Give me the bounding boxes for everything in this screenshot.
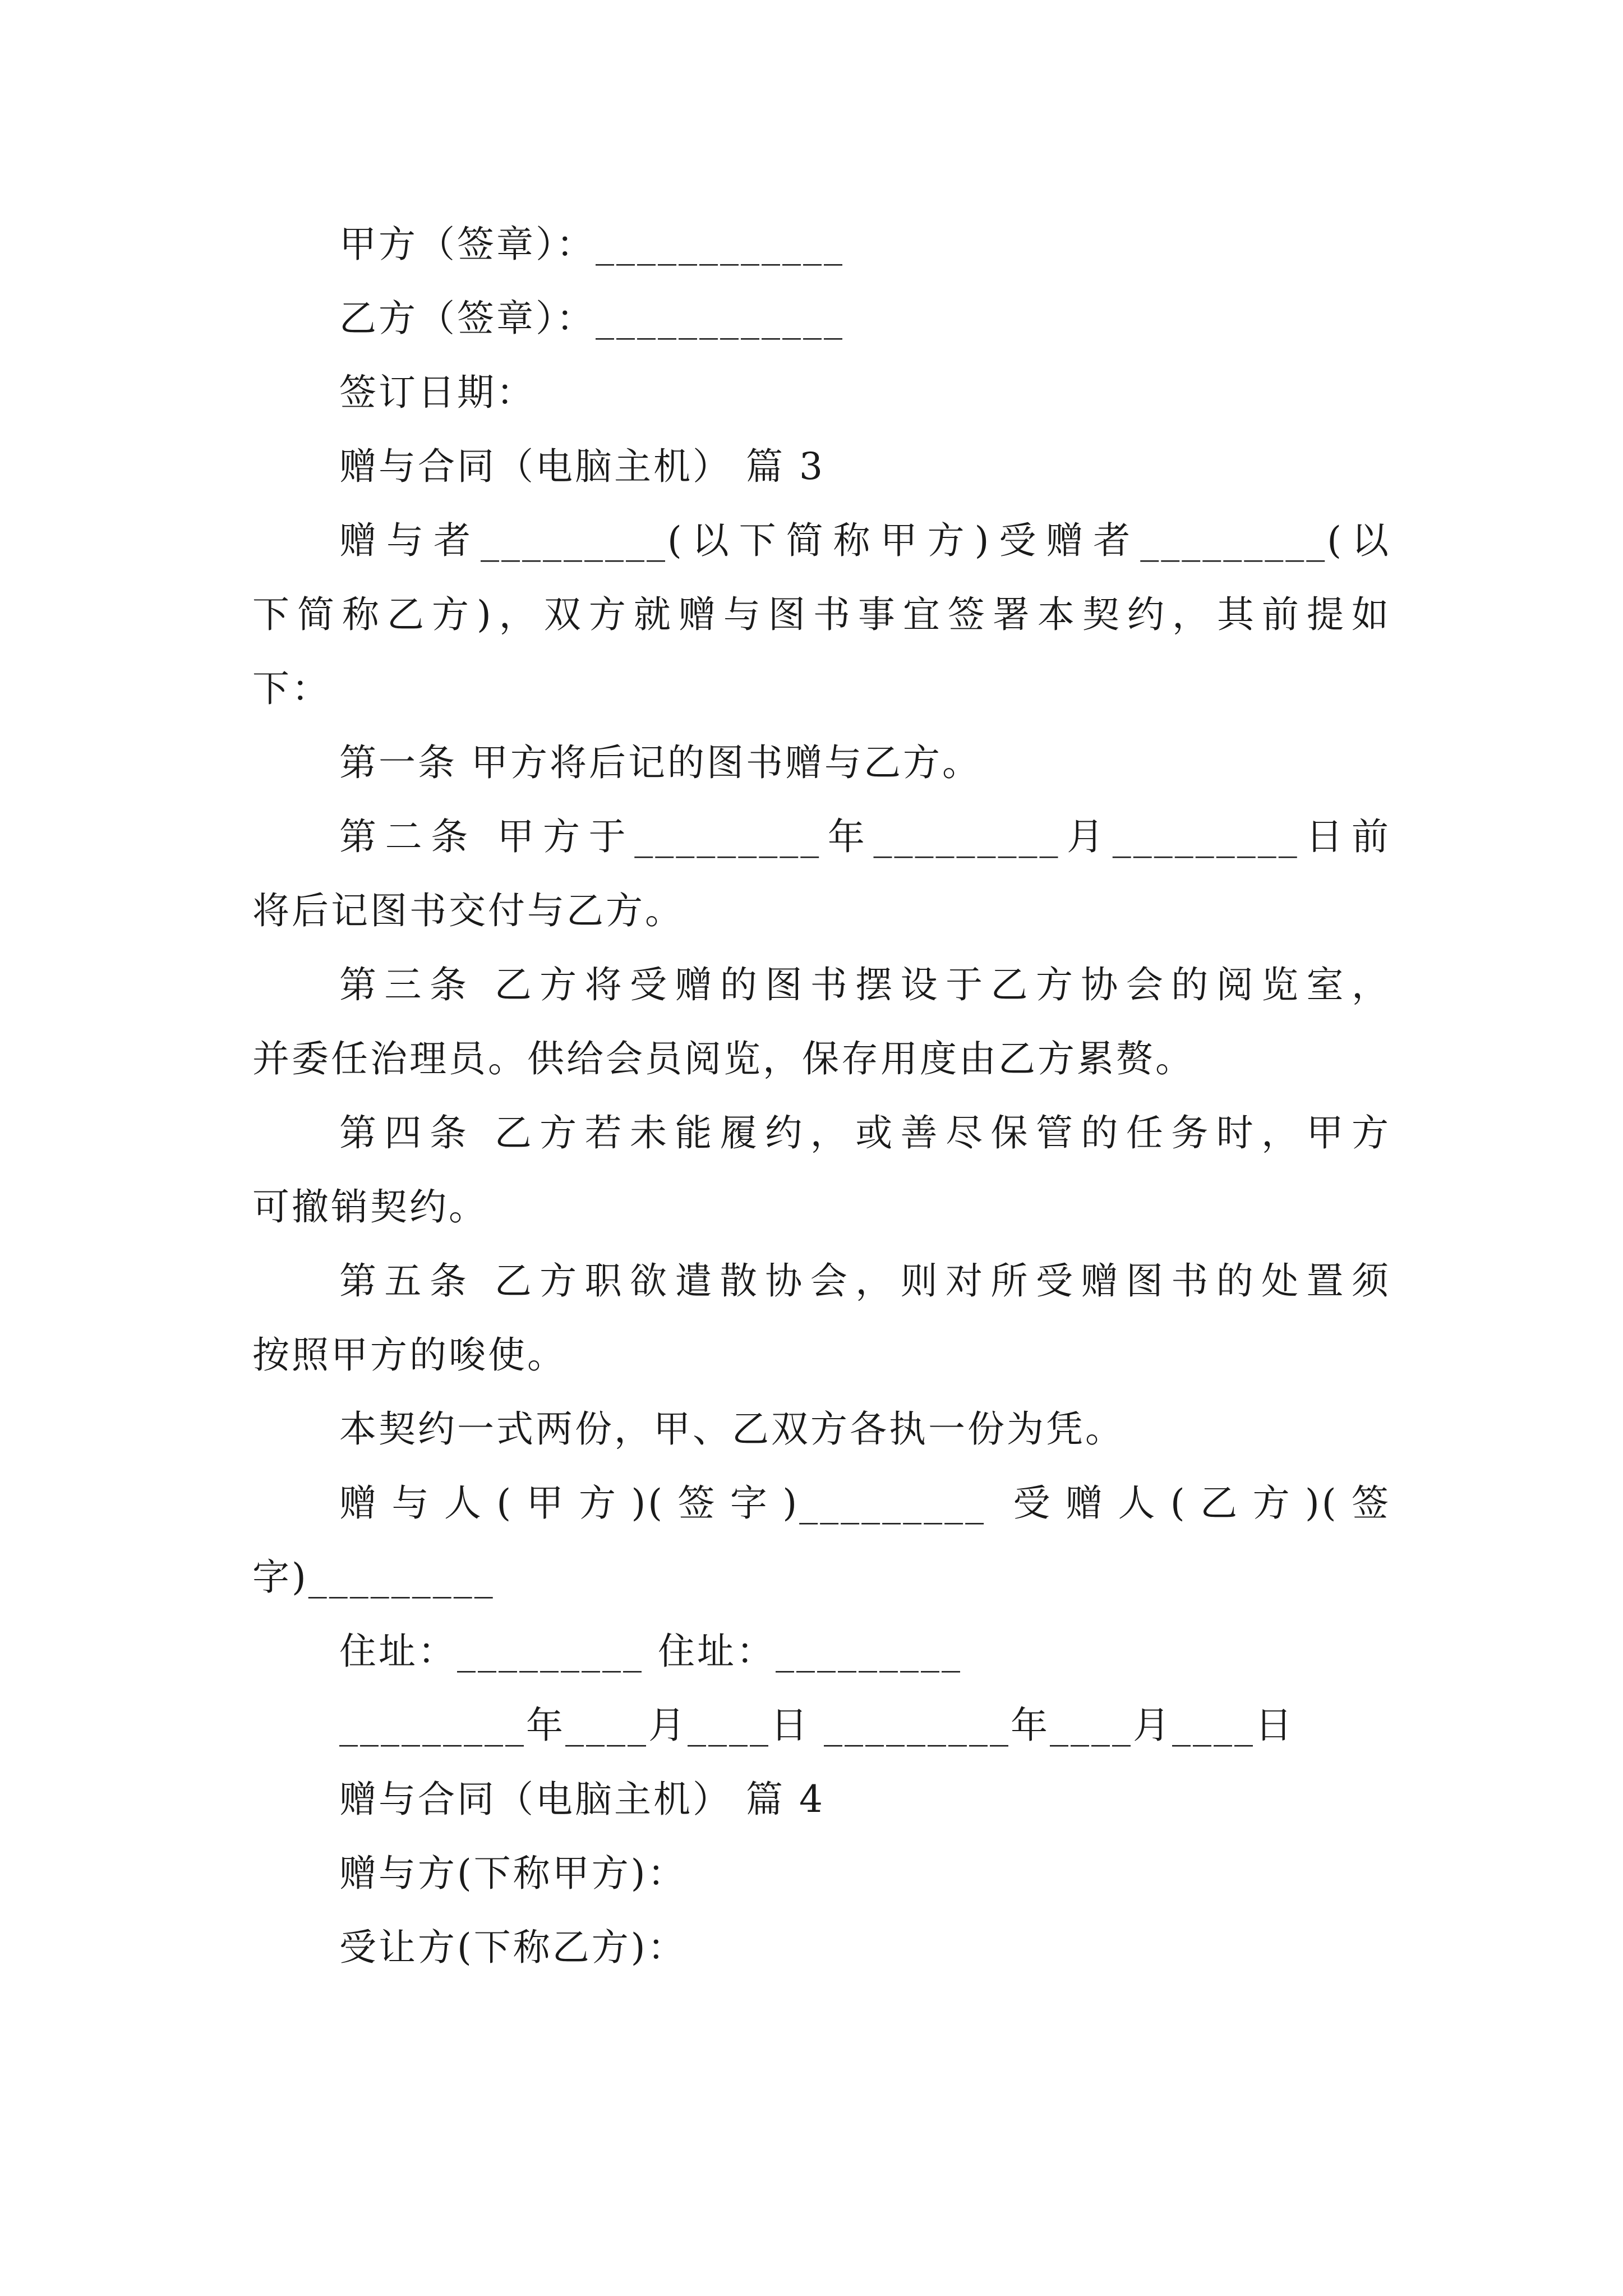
paragraph-line: 赠与者_________(以下简称甲方)受赠者_________(以	[339, 519, 1391, 562]
section-heading-3: 赠与合同（电脑主机） 篇 3	[339, 445, 825, 488]
article-4-line: 第四条 乙方若未能履约，或善尽保管的任务时，甲方	[339, 1111, 1391, 1154]
signing-date-line: 签订日期：	[339, 371, 536, 414]
article-2-line: 第二条 甲方于_________年_________月_________日前	[339, 815, 1391, 858]
address-line: 住址：_________ 住址：_________	[339, 1630, 962, 1673]
copies-clause-line: 本契约一式两份，甲、乙双方各执一份为凭。	[339, 1407, 1124, 1451]
date-line: _________年____月____日 _________年____月____日	[339, 1704, 1294, 1747]
party-a-signature-line: 甲方（签章）：____________	[339, 223, 845, 266]
article-5-line: 第五条 乙方职欲遣散协会，则对所受赠图书的处置须	[339, 1259, 1391, 1303]
paragraph-line: 字)_________	[252, 1556, 495, 1599]
donor-party-line: 赠与方(下称甲方)：	[339, 1852, 687, 1895]
section-heading-4: 赠与合同（电脑主机） 篇 4	[339, 1778, 825, 1821]
recipient-party-line: 受让方(下称乙方)：	[339, 1926, 687, 1969]
article-3-line: 第三条 乙方将受赠的图书摆设于乙方协会的阅览室，	[339, 963, 1391, 1006]
party-b-signature-line: 乙方（签章）：____________	[339, 297, 845, 340]
paragraph-line: 并委任治理员。供给会员阅览，保存用度由乙方累赘。	[252, 1037, 1195, 1080]
paragraph-line: 下：	[252, 667, 331, 710]
paragraph-line: 按照甲方的唆使。	[252, 1333, 566, 1377]
article-1-line: 第一条 甲方将后记的图书赠与乙方。	[339, 741, 981, 784]
paragraph-line: 下简称乙方)，双方就赠与图书事宜签署本契约，其前提如	[252, 593, 1391, 636]
paragraph-line: 可撤销契约。	[252, 1185, 488, 1228]
donor-signature-line: 赠与人(甲方)(签字)_________ 受赠人(乙方)(签	[339, 1481, 1391, 1525]
paragraph-line: 将后记图书交付与乙方。	[252, 889, 684, 932]
